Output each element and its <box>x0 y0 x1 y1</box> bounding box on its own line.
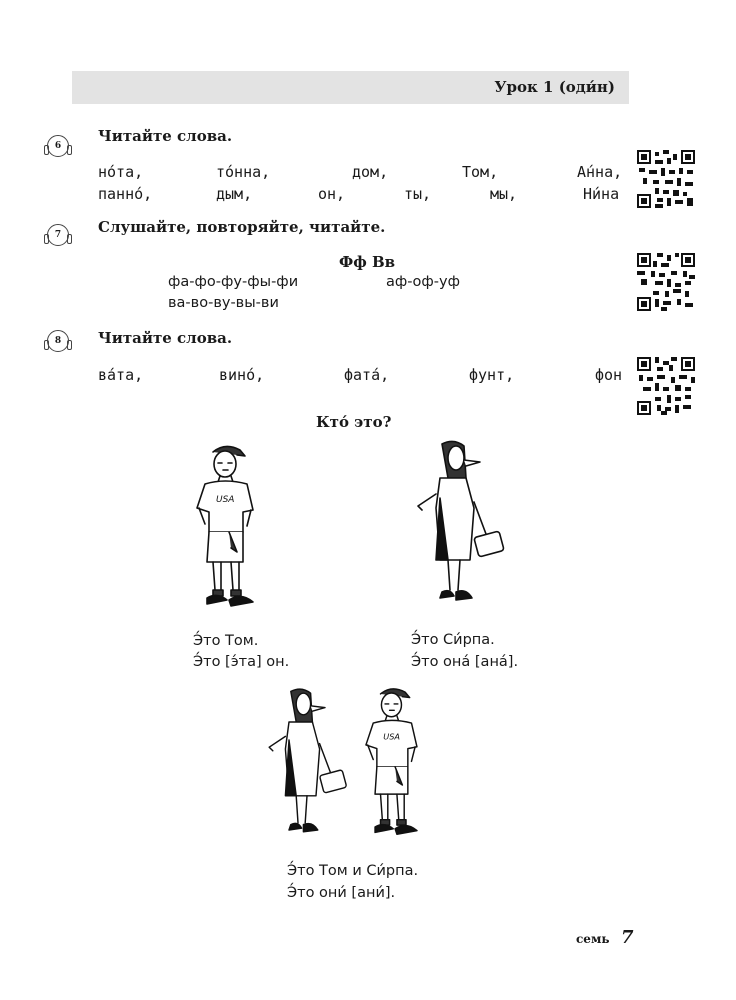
letters-subtitle: Фф Вв <box>339 253 396 271</box>
tom-illustration-pair <box>355 680 437 850</box>
ex8-word: фунт, <box>469 366 515 384</box>
svg-text:USA: USA <box>383 731 401 742</box>
ex8-word: фон <box>595 366 623 384</box>
exercise-8-instruction: Читайте слова. <box>98 329 233 347</box>
page-number-word: семь <box>576 932 610 946</box>
ex6-word: Том, <box>462 163 499 181</box>
both-caption-line: Э́то Том и Си́рпа. <box>287 863 419 879</box>
syllables-line: ва-во-ву-вы-ви <box>168 295 279 311</box>
qr-code-icon[interactable] <box>637 357 695 415</box>
sirpa-illustration <box>410 438 510 618</box>
qr-code-icon[interactable] <box>637 150 695 208</box>
question-heading: Кто́ это? <box>316 413 392 431</box>
ex6-word: А́нна, <box>577 163 623 181</box>
qr-code-icon[interactable] <box>637 253 695 311</box>
sirpa-caption-line: Э́то она́ [ана́]. <box>411 654 519 670</box>
page-number: 7 <box>621 927 634 948</box>
exercise-number-6: 6 <box>47 135 69 157</box>
lesson-title: Урок 1 (оди́н) <box>494 78 615 96</box>
tom-illustration <box>185 440 275 620</box>
ex6-word: Ни́на <box>583 185 620 203</box>
ex8-word: ва́та, <box>98 366 144 384</box>
ex6-word: дым, <box>216 185 253 203</box>
syllables-line: аф-оф-уф <box>386 274 460 290</box>
exercise-number-7: 7 <box>47 224 69 246</box>
ex6-word: ты, <box>404 185 432 203</box>
ex6-word: панно́, <box>98 185 153 203</box>
both-caption-line: Э́то они́ [ани́]. <box>287 885 396 901</box>
syllables-line: фа-фо-фу-фы-фи <box>168 274 299 290</box>
exercise-6-instruction: Читайте слова. <box>98 127 233 145</box>
sirpa-caption-line: Э́то Си́рпа. <box>411 632 495 648</box>
tom-caption-line: Э́то [э́та] он. <box>193 654 290 670</box>
ex8-word: вино́, <box>219 366 265 384</box>
ex8-word: фата́, <box>344 366 390 384</box>
svg-text:USA: USA <box>216 495 235 505</box>
tom-caption-line: Э́то Том. <box>193 633 259 649</box>
lesson-header-bar <box>72 71 629 104</box>
ex6-word: но́та, <box>98 163 144 181</box>
ex6-word: дом, <box>352 163 389 181</box>
exercise-7-instruction: Слушайте, повторяйте, читайте. <box>98 218 386 236</box>
ex6-word: то́нна, <box>216 163 271 181</box>
exercise-number-8: 8 <box>47 330 69 352</box>
ex6-word: мы, <box>490 185 518 203</box>
ex6-word: он, <box>318 185 346 203</box>
sirpa-illustration-pair <box>262 682 352 852</box>
